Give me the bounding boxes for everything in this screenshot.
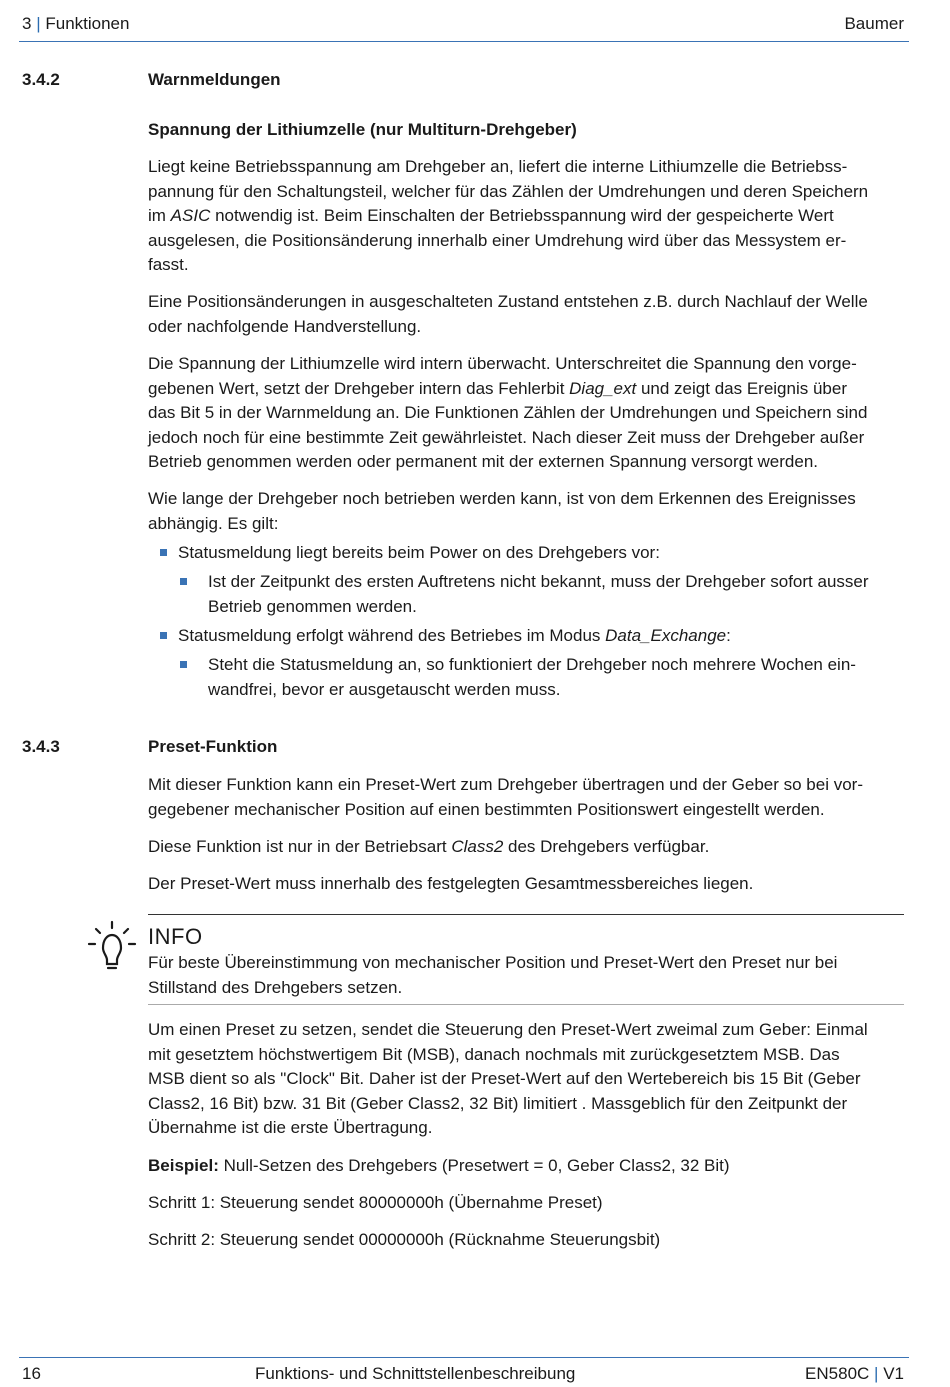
italic-term: Data_Exchange: [605, 626, 727, 645]
text-line: Steht die Statusmeldung an, so funktioniert der Drehgeber noch mehrere Wochen ein-: [208, 655, 856, 674]
header-divider: [19, 41, 909, 42]
bullet-icon: [180, 661, 187, 668]
info-title: INFO: [148, 924, 203, 949]
bullet-item: [178, 624, 731, 649]
bullet-icon: [160, 549, 167, 556]
text-line: Ist der Zeitpunkt des ersten Auftretens nicht bekannt, muss der Drehgeber sofort ausser: [208, 572, 869, 591]
paragraph: [148, 1018, 908, 1141]
text-span: im: [148, 206, 171, 226]
step-line: Schritt 2: Steuerung sendet 00000000h (Rücknahme Steuerungsbit): [148, 1230, 661, 1249]
text-line: Wie lange der Drehgeber noch betrieben werden kann, ist von dem Erkennen des Ereignisses: [148, 489, 856, 508]
info-box-top-rule: [148, 914, 904, 915]
paragraph: [148, 835, 908, 860]
example-line: [148, 1154, 908, 1179]
text-line: ausgelesen, die Positionsänderung innerhalb einer Umdrehung wird über das Messystem er-: [148, 230, 847, 250]
text-span: des Drehgebers verfügbar.: [503, 837, 710, 856]
section-number: 3.4.2: [22, 70, 60, 89]
bullet-icon: [180, 578, 187, 585]
paragraph: [148, 155, 908, 278]
text-line: Mit dieser Funktion kann ein Preset-Wert zum Drehgeber übertragen und der Geber so bei vor-: [148, 775, 863, 794]
paragraph: [148, 773, 908, 822]
text-line: [148, 377, 908, 402]
document-id: [805, 1364, 904, 1384]
text-line: mit gesetztem höchstwertigem Bit (MSB), danach nochmals mit zurückgesetztem MSB. Das: [148, 1044, 840, 1064]
text-line: das Bit 5 in der Warnmeldung an. Die Funktionen Zählen der Umdrehungen und Speichern sind: [148, 403, 868, 423]
example-label: Beispiel:: [148, 1156, 219, 1175]
bullet-item: Statusmeldung liegt bereits beim Power on des Drehgebers vor:: [178, 543, 660, 562]
info-box-bottom-rule: [148, 1004, 904, 1005]
text-line: Class2, 16 Bit) bzw. 31 Bit (Geber Class2, 32 Bit) limitiert . Massgeblich für den Zeitpunkt der: [148, 1093, 848, 1113]
text-line: [148, 204, 908, 229]
text-line: Liegt keine Betriebsspannung am Drehgeber an, liefert die interne Lithiumzelle die Betriebss-: [148, 157, 848, 176]
bullet-icon: [160, 632, 167, 639]
text-line: Eine Positionsänderungen in ausgeschalteten Zustand entstehen z.B. durch Nachlauf der Welle: [148, 292, 868, 311]
example-text: Null-Setzen des Drehgebers (Presetwert = 0, Geber Class2, 32 Bit): [218, 1156, 730, 1175]
italic-term: ASIC: [170, 206, 211, 226]
chapter-number: 3: [22, 14, 32, 33]
text-line: Die Spannung der Lithiumzelle wird intern überwacht. Unterschreitet die Spannung den vorge-: [148, 354, 857, 373]
footer-divider: [19, 1357, 909, 1358]
separator: |: [36, 14, 41, 33]
italic-term: Diag_ext: [569, 378, 637, 398]
text-line: fasst.: [148, 255, 189, 275]
text-line: Um einen Preset zu setzen, sendet die Steuerung den Preset-Wert zweimal zum Geber: Einmal: [148, 1020, 868, 1039]
text-span: :: [726, 626, 731, 645]
brand-name: Baumer: [844, 14, 904, 33]
page-number: 16: [22, 1364, 41, 1383]
text-span: Statusmeldung erfolgt während des Betriebes im Modus: [178, 626, 606, 645]
doc-id: EN580C: [805, 1364, 870, 1383]
text-line: MSB dient so als "Clock" Bit. Daher ist der Preset-Wert auf den Wertebereich bis 15 Bit (Geber: [148, 1069, 861, 1089]
text-line: Übernahme ist die erste Übertragung.: [148, 1118, 433, 1138]
italic-term: Class2: [451, 837, 504, 856]
text-line: Betrieb genommen werden.: [208, 596, 417, 616]
info-text: [148, 951, 908, 1000]
text-line: gegebener mechanischer Position auf einen bestimmten Positionswert eingestellt werden.: [148, 799, 825, 819]
paragraph: [148, 487, 908, 536]
text-line: jedoch noch für eine bestimmte Zeit gewährleistet. Nach dieser Zeit muss der Drehgeber außer: [148, 427, 865, 447]
separator: |: [874, 1364, 879, 1383]
text-span: notwendig ist. Beim Einschalten der Betriebsspannung wird der gespeicherte Wert: [210, 206, 834, 226]
sub-bullet-item: [208, 570, 908, 619]
paragraph: [148, 352, 908, 475]
document-title: Funktions- und Schnittstellenbeschreibung: [255, 1364, 576, 1383]
sub-bullet-item: [208, 653, 908, 702]
step-line: Schritt 1: Steuerung sendet 80000000h (Übernahme Preset): [148, 1193, 603, 1212]
paragraph: [148, 290, 908, 339]
lightbulb-icon: [86, 920, 138, 976]
text-line: Stillstand des Drehgebers setzen.: [148, 977, 403, 997]
doc-version: V1: [883, 1364, 904, 1383]
text-line: abhängig. Es gilt:: [148, 513, 279, 533]
section-title: Warnmeldungen: [148, 70, 281, 89]
text-line: pannung für den Schaltungsteil, welcher für das Zählen der Umdrehungen und deren Speichern: [148, 181, 869, 201]
chapter-title: Funktionen: [45, 14, 130, 33]
text-line: Für beste Übereinstimmung von mechanischer Position und Preset-Wert den Preset nur bei: [148, 953, 838, 972]
text-line: oder nachfolgende Handverstellung.: [148, 316, 422, 336]
page-header-chapter: [22, 14, 129, 34]
text-span: Diese Funktion ist nur in der Betriebsart: [148, 837, 452, 856]
subsection-title: Spannung der Lithiumzelle (nur Multiturn-Drehgeber): [148, 120, 577, 139]
text-span: gebenen Wert, setzt der Drehgeber intern das Fehlerbit: [148, 378, 570, 398]
text-span: und zeigt das Ereignis über: [636, 378, 847, 398]
section-number: 3.4.3: [22, 737, 60, 756]
section-title: Preset-Funktion: [148, 737, 278, 756]
text-line: [148, 835, 908, 860]
text-line: Betrieb genommen werden oder permanent mit der externen Spannung versorgt werden.: [148, 452, 818, 472]
paragraph: Der Preset-Wert muss innerhalb des festgelegten Gesamtmessbereiches liegen.: [148, 874, 754, 893]
text-line: wandfrei, bevor er ausgetauscht werden muss.: [208, 679, 561, 699]
